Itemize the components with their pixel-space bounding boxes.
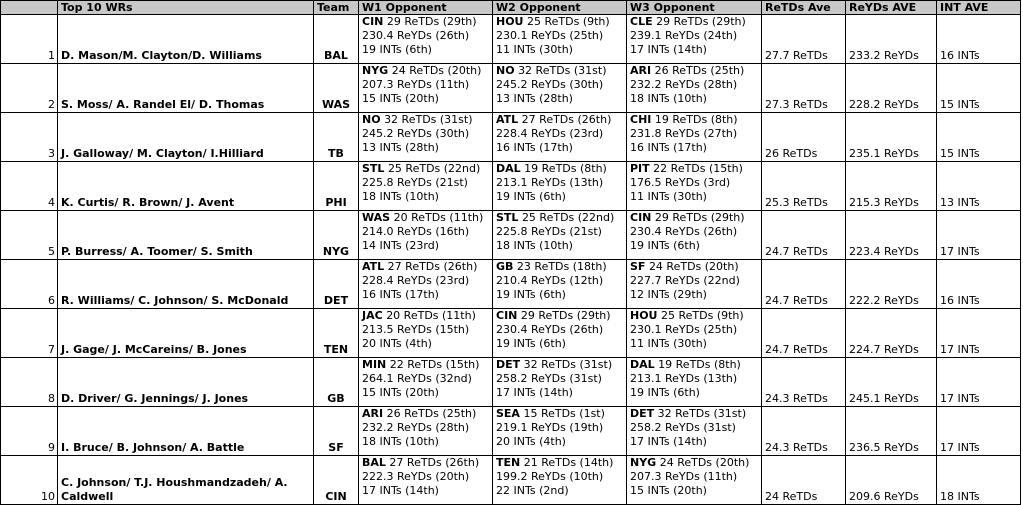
rank-cell: 10: [1, 456, 58, 505]
opponent-reyds: 176.5 ReYDs (3rd): [630, 176, 731, 189]
retds-ave-cell: 24.3 ReTDs: [762, 358, 846, 407]
opponent-reyds: 219.1 ReYDs (19th): [496, 421, 604, 434]
opponent-ints: 17 INTs (14th): [630, 43, 707, 56]
opponent-reyds: 228.4 ReYDs (23rd): [496, 127, 604, 140]
team-cell: NYG: [314, 211, 359, 260]
opponent-retds: 26 ReTDs (25th): [654, 64, 745, 77]
opponent-team: CLE: [630, 15, 653, 28]
table-row: [1, 309, 1021, 358]
reyds-ave-cell: 245.1 ReYDs: [846, 358, 937, 407]
opponent-td-line: [630, 309, 758, 323]
opponent-ints: 16 INTs (17th): [362, 288, 439, 301]
rank-cell: 7: [1, 309, 58, 358]
opponent-td-line: [496, 15, 623, 29]
opponent-retds: 32 ReTDs (31st): [523, 358, 613, 371]
opponent-ints: 19 INTs (6th): [496, 337, 566, 350]
reyds-ave-cell: 222.2 ReYDs: [846, 260, 937, 309]
players-cell: I. Bruce/ B. Johnson/ A. Battle: [58, 407, 314, 456]
opponent-retds: 20 ReTDs (11th): [386, 309, 476, 322]
team-cell: PHI: [314, 162, 359, 211]
opponent-team: ARI: [630, 64, 652, 77]
opponent-ints: 13 INTs (28th): [362, 141, 439, 154]
opponent-td-line: [362, 162, 489, 176]
int-ave-cell: 18 INTs: [937, 456, 1021, 505]
opponent-reyds: 207.3 ReYDs (11th): [362, 78, 470, 91]
opponent-retds: 19 ReTDs (8th): [524, 162, 607, 175]
opponent-cell-w2: [493, 456, 627, 505]
opponent-td-line: [630, 15, 758, 29]
header-rank: [1, 1, 58, 15]
reyds-ave-cell: 224.7 ReYDs: [846, 309, 937, 358]
opponent-ints: 20 INTs (4th): [362, 337, 432, 350]
reyds-ave-cell: 233.2 ReYDs: [846, 15, 937, 64]
opponent-ints: 22 INTs (2nd): [496, 484, 569, 497]
opponent-team: NYG: [362, 64, 389, 77]
opponent-ints: 19 INTs (6th): [630, 386, 700, 399]
opponent-retds: 29 ReTDs (29th): [386, 15, 477, 28]
retds-ave-cell: 24.7 ReTDs: [762, 260, 846, 309]
opponent-team: GB: [496, 260, 514, 273]
header-int-ave: INT AVE: [937, 1, 1021, 15]
opponent-ints: 11 INTs (30th): [496, 43, 573, 56]
opponent-reyds: 230.4 ReYDs (26th): [630, 225, 738, 238]
opponent-ints: 16 INTs (17th): [496, 141, 573, 154]
team-cell: TEN: [314, 309, 359, 358]
opponent-td-line: [362, 211, 489, 225]
opponent-reyds: 264.1 ReYDs (32nd): [362, 372, 472, 385]
team-cell: SF: [314, 407, 359, 456]
opponent-team: DET: [496, 358, 521, 371]
opponent-retds: 15 ReTDs (1st): [523, 407, 605, 420]
opponent-retds: 24 ReTDs (20th): [648, 260, 739, 273]
opponent-cell-w1: [359, 407, 493, 456]
opponent-retds: 32 ReTDs (31st): [384, 113, 473, 126]
opponent-reyds: 230.4 ReYDs (26th): [496, 323, 604, 336]
table-row: [1, 64, 1021, 113]
opponent-td-line: [362, 358, 489, 372]
opponent-ints: 18 INTs (10th): [496, 239, 573, 252]
opponent-td-line: [496, 309, 623, 323]
opponent-td-line: [496, 456, 623, 470]
opponent-cell-w2: [493, 358, 627, 407]
opponent-cell-w1: [359, 113, 493, 162]
reyds-ave-cell: 236.5 ReYDs: [846, 407, 937, 456]
opponent-team: NYG: [630, 456, 657, 469]
opponent-ints: 20 INTs (4th): [496, 435, 566, 448]
opponent-cell-w1: [359, 15, 493, 64]
opponent-td-line: [496, 64, 623, 78]
opponent-ints: 15 INTs (20th): [630, 484, 707, 497]
opponent-cell-w3: [627, 113, 762, 162]
opponent-td-line: [362, 113, 489, 127]
opponent-cell-w3: [627, 211, 762, 260]
players-cell: J. Galloway/ M. Clayton/ I.Hilliard: [58, 113, 314, 162]
opponent-retds: 25 ReTDs (22nd): [521, 211, 615, 224]
opponent-reyds: 207.3 ReYDs (11th): [630, 470, 738, 483]
opponent-team: HOU: [496, 15, 524, 28]
opponent-cell-w1: [359, 162, 493, 211]
opponent-retds: 19 ReTDs (8th): [658, 358, 741, 371]
opponent-ints: 19 INTs (6th): [630, 239, 700, 252]
opponent-reyds: 230.4 ReYDs (26th): [362, 29, 470, 42]
team-cell: GB: [314, 358, 359, 407]
opponent-ints: 18 INTs (10th): [362, 435, 439, 448]
opponent-ints: 11 INTs (30th): [630, 337, 707, 350]
opponent-td-line: [630, 64, 758, 78]
opponent-td-line: [496, 407, 623, 421]
rank-cell: 5: [1, 211, 58, 260]
opponent-cell-w3: [627, 358, 762, 407]
int-ave-cell: 17 INTs: [937, 358, 1021, 407]
opponent-ints: 13 INTs (28th): [496, 92, 573, 105]
retds-ave-cell: 26 ReTDs: [762, 113, 846, 162]
opponent-team: TEN: [496, 456, 521, 469]
rank-cell: 2: [1, 64, 58, 113]
int-ave-cell: 13 INTs: [937, 162, 1021, 211]
opponent-reyds: 231.8 ReYDs (27th): [630, 127, 738, 140]
opponent-retds: 22 ReTDs (15th): [653, 162, 743, 175]
opponent-retds: 20 ReTDs (11th): [393, 211, 484, 224]
opponent-team: WAS: [362, 211, 391, 224]
opponent-td-line: [630, 456, 758, 470]
opponent-ints: 15 INTs (20th): [362, 92, 439, 105]
opponent-cell-w2: [493, 309, 627, 358]
opponent-team: HOU: [630, 309, 658, 322]
opponent-cell-w2: [493, 260, 627, 309]
opponent-team: CIN: [630, 211, 652, 224]
opponent-ints: 14 INTs (23rd): [362, 239, 439, 252]
retds-ave-cell: 24 ReTDs: [762, 456, 846, 505]
opponent-ints: 11 INTs (30th): [630, 190, 707, 203]
retds-ave-cell: 25.3 ReTDs: [762, 162, 846, 211]
team-cell: DET: [314, 260, 359, 309]
rank-cell: 9: [1, 407, 58, 456]
rank-cell: 1: [1, 15, 58, 64]
opponent-ints: 16 INTs (17th): [630, 141, 707, 154]
opponent-ints: 17 INTs (14th): [362, 484, 439, 497]
opponent-retds: 19 ReTDs (8th): [654, 113, 738, 126]
opponent-cell-w1: [359, 64, 493, 113]
table-row: [1, 358, 1021, 407]
rank-cell: 4: [1, 162, 58, 211]
team-cell: BAL: [314, 15, 359, 64]
opponent-cell-w1: [359, 309, 493, 358]
opponent-retds: 29 ReTDs (29th): [654, 211, 745, 224]
opponent-reyds: 230.1 ReYDs (25th): [630, 323, 738, 336]
opponent-reyds: 225.8 ReYDs (21st): [362, 176, 468, 189]
reyds-ave-cell: 223.4 ReYDs: [846, 211, 937, 260]
opponent-team: DAL: [630, 358, 655, 371]
opponent-retds: 32 ReTDs (31st): [518, 64, 607, 77]
opponent-reyds: 213.1 ReYDs (13th): [496, 176, 604, 189]
opponent-td-line: [496, 211, 623, 225]
opponent-reyds: 199.2 ReYDs (10th): [496, 470, 604, 483]
opponent-retds: 27 ReTDs (26th): [387, 260, 478, 273]
opponent-retds: 32 ReTDs (31st): [657, 407, 747, 420]
opponent-cell-w1: [359, 358, 493, 407]
opponent-td-line: [362, 64, 489, 78]
opponent-team: CIN: [496, 309, 518, 322]
opponent-td-line: [496, 260, 623, 274]
opponent-td-line: [496, 113, 623, 127]
opponent-team: DAL: [496, 162, 521, 175]
opponent-reyds: 258.2 ReYDs (31st): [630, 421, 736, 434]
opponent-reyds: 213.5 ReYDs (15th): [362, 323, 470, 336]
rank-cell: 6: [1, 260, 58, 309]
opponent-cell-w2: [493, 15, 627, 64]
opponent-retds: 24 ReTDs (20th): [659, 456, 750, 469]
opponent-reyds: 227.7 ReYDs (22nd): [630, 274, 740, 287]
opponent-retds: 26 ReTDs (25th): [386, 407, 477, 420]
opponent-team: ATL: [496, 113, 519, 126]
int-ave-cell: 15 INTs: [937, 64, 1021, 113]
opponent-team: CHI: [630, 113, 652, 126]
opponent-td-line: [630, 358, 758, 372]
opponent-cell-w3: [627, 64, 762, 113]
opponent-ints: 18 INTs (10th): [362, 190, 439, 203]
opponent-reyds: 228.4 ReYDs (23rd): [362, 274, 470, 287]
opponent-ints: 19 INTs (6th): [496, 190, 566, 203]
opponent-td-line: [496, 358, 623, 372]
rank-cell: 8: [1, 358, 58, 407]
opponent-cell-w3: [627, 162, 762, 211]
opponent-retds: 29 ReTDs (29th): [656, 15, 746, 28]
reyds-ave-cell: 215.3 ReYDs: [846, 162, 937, 211]
opponent-cell-w2: [493, 407, 627, 456]
opponent-td-line: [362, 309, 489, 323]
opponent-reyds: 210.4 ReYDs (12th): [496, 274, 604, 287]
opponent-cell-w2: [493, 162, 627, 211]
opponent-cell-w2: [493, 211, 627, 260]
opponent-team: CIN: [362, 15, 384, 28]
opponent-td-line: [362, 15, 489, 29]
opponent-team: BAL: [362, 456, 386, 469]
opponent-cell-w3: [627, 309, 762, 358]
opponent-ints: 17 INTs (14th): [630, 435, 707, 448]
players-cell: K. Curtis/ R. Brown/ J. Avent: [58, 162, 314, 211]
retds-ave-cell: 27.7 ReTDs: [762, 15, 846, 64]
opponent-cell-w1: [359, 211, 493, 260]
opponent-cell-w3: [627, 260, 762, 309]
opponent-td-line: [630, 162, 758, 176]
players-cell: C. Johnson/ T.J. Houshmandzadeh/ A. Caldwell: [58, 456, 314, 505]
table-row: [1, 162, 1021, 211]
opponent-cell-w3: [627, 15, 762, 64]
table-row: [1, 211, 1021, 260]
opponent-team: SEA: [496, 407, 520, 420]
team-cell: CIN: [314, 456, 359, 505]
opponent-reyds: 245.2 ReYDs (30th): [362, 127, 470, 140]
opponent-team: DET: [630, 407, 655, 420]
int-ave-cell: 16 INTs: [937, 15, 1021, 64]
header-wrs: Top 10 WRs: [58, 1, 314, 15]
opponent-reyds: 213.1 ReYDs (13th): [630, 372, 738, 385]
int-ave-cell: 17 INTs: [937, 407, 1021, 456]
header-row: [1, 1, 1021, 15]
opponent-reyds: 230.1 ReYDs (25th): [496, 29, 604, 42]
opponent-reyds: 222.3 ReYDs (20th): [362, 470, 470, 483]
players-cell: D. Mason/M. Clayton/D. Williams: [58, 15, 314, 64]
reyds-ave-cell: 228.2 ReYDs: [846, 64, 937, 113]
header-w2: W2 Opponent: [493, 1, 627, 15]
table-body: [1, 15, 1021, 505]
opponent-ints: 18 INTs (10th): [630, 92, 707, 105]
opponent-ints: 19 INTs (6th): [496, 288, 566, 301]
opponent-team: ATL: [362, 260, 385, 273]
opponent-cell-w2: [493, 113, 627, 162]
team-cell: WAS: [314, 64, 359, 113]
opponent-reyds: 225.8 ReYDs (21st): [496, 225, 602, 238]
opponent-cell-w3: [627, 407, 762, 456]
opponent-reyds: 258.2 ReYDs (31st): [496, 372, 602, 385]
header-team: Team: [314, 1, 359, 15]
opponent-td-line: [630, 211, 758, 225]
players-cell: R. Williams/ C. Johnson/ S. McDonald: [58, 260, 314, 309]
int-ave-cell: 17 INTs: [937, 211, 1021, 260]
opponent-cell-w1: [359, 456, 493, 505]
opponent-td-line: [630, 260, 758, 274]
int-ave-cell: 15 INTs: [937, 113, 1021, 162]
opponent-reyds: 232.2 ReYDs (28th): [362, 421, 470, 434]
players-cell: J. Gage/ J. McCareins/ B. Jones: [58, 309, 314, 358]
retds-ave-cell: 24.7 ReTDs: [762, 211, 846, 260]
opponent-retds: 25 ReTDs (22nd): [387, 162, 481, 175]
opponent-retds: 25 ReTDs (9th): [527, 15, 610, 28]
opponent-reyds: 245.2 ReYDs (30th): [496, 78, 604, 91]
opponent-team: ARI: [362, 407, 384, 420]
opponent-reyds: 232.2 ReYDs (28th): [630, 78, 738, 91]
players-cell: S. Moss/ A. Randel El/ D. Thomas: [58, 64, 314, 113]
opponent-team: MIN: [362, 358, 387, 371]
opponent-reyds: 214.0 ReYDs (16th): [362, 225, 470, 238]
opponent-retds: 27 ReTDs (26th): [521, 113, 612, 126]
opponent-ints: 17 INTs (14th): [496, 386, 573, 399]
opponent-retds: 25 ReTDs (9th): [661, 309, 744, 322]
opponent-team: PIT: [630, 162, 650, 175]
opponent-cell-w2: [493, 64, 627, 113]
rank-cell: 3: [1, 113, 58, 162]
opponent-retds: 27 ReTDs (26th): [389, 456, 480, 469]
int-ave-cell: 17 INTs: [937, 309, 1021, 358]
opponent-team: STL: [496, 211, 519, 224]
opponent-team: JAC: [362, 309, 383, 322]
opponent-retds: 24 ReTDs (20th): [391, 64, 482, 77]
opponent-ints: 12 INTs (29th): [630, 288, 707, 301]
opponent-retds: 29 ReTDs (29th): [520, 309, 611, 322]
players-cell: P. Burress/ A. Toomer/ S. Smith: [58, 211, 314, 260]
opponent-td-line: [630, 407, 758, 421]
opponent-td-line: [362, 407, 489, 421]
header-reyds-ave: ReYDs AVE: [846, 1, 937, 15]
opponent-ints: 19 INTs (6th): [362, 43, 432, 56]
header-retds-ave: ReTDs Ave: [762, 1, 846, 15]
opponent-td-line: [496, 162, 623, 176]
team-cell: TB: [314, 113, 359, 162]
reyds-ave-cell: 235.1 ReYDs: [846, 113, 937, 162]
opponent-cell-w1: [359, 260, 493, 309]
reyds-ave-cell: 209.6 ReYDs: [846, 456, 937, 505]
players-cell: D. Driver/ G. Jennings/ J. Jones: [58, 358, 314, 407]
opponent-retds: 23 ReTDs (18th): [516, 260, 607, 273]
opponent-team: NO: [362, 113, 381, 126]
table-row: [1, 456, 1021, 505]
opponent-retds: 21 ReTDs (14th): [523, 456, 614, 469]
header-w3: W3 Opponent: [627, 1, 762, 15]
table-row: [1, 113, 1021, 162]
opponent-retds: 22 ReTDs (15th): [389, 358, 480, 371]
table-row: [1, 260, 1021, 309]
opponent-team: SF: [630, 260, 646, 273]
opponent-td-line: [362, 260, 489, 274]
retds-ave-cell: 24.3 ReTDs: [762, 407, 846, 456]
opponent-cell-w3: [627, 456, 762, 505]
opponent-team: STL: [362, 162, 385, 175]
table-row: [1, 407, 1021, 456]
opponent-reyds: 239.1 ReYDs (24th): [630, 29, 738, 42]
retds-ave-cell: 27.3 ReTDs: [762, 64, 846, 113]
header-w1: W1 Opponent: [359, 1, 493, 15]
table-row: [1, 15, 1021, 64]
opponent-ints: 15 INTs (20th): [362, 386, 439, 399]
opponent-team: NO: [496, 64, 515, 77]
opponent-td-line: [362, 456, 489, 470]
opponent-td-line: [630, 113, 758, 127]
int-ave-cell: 16 INTs: [937, 260, 1021, 309]
retds-ave-cell: 24.7 ReTDs: [762, 309, 846, 358]
